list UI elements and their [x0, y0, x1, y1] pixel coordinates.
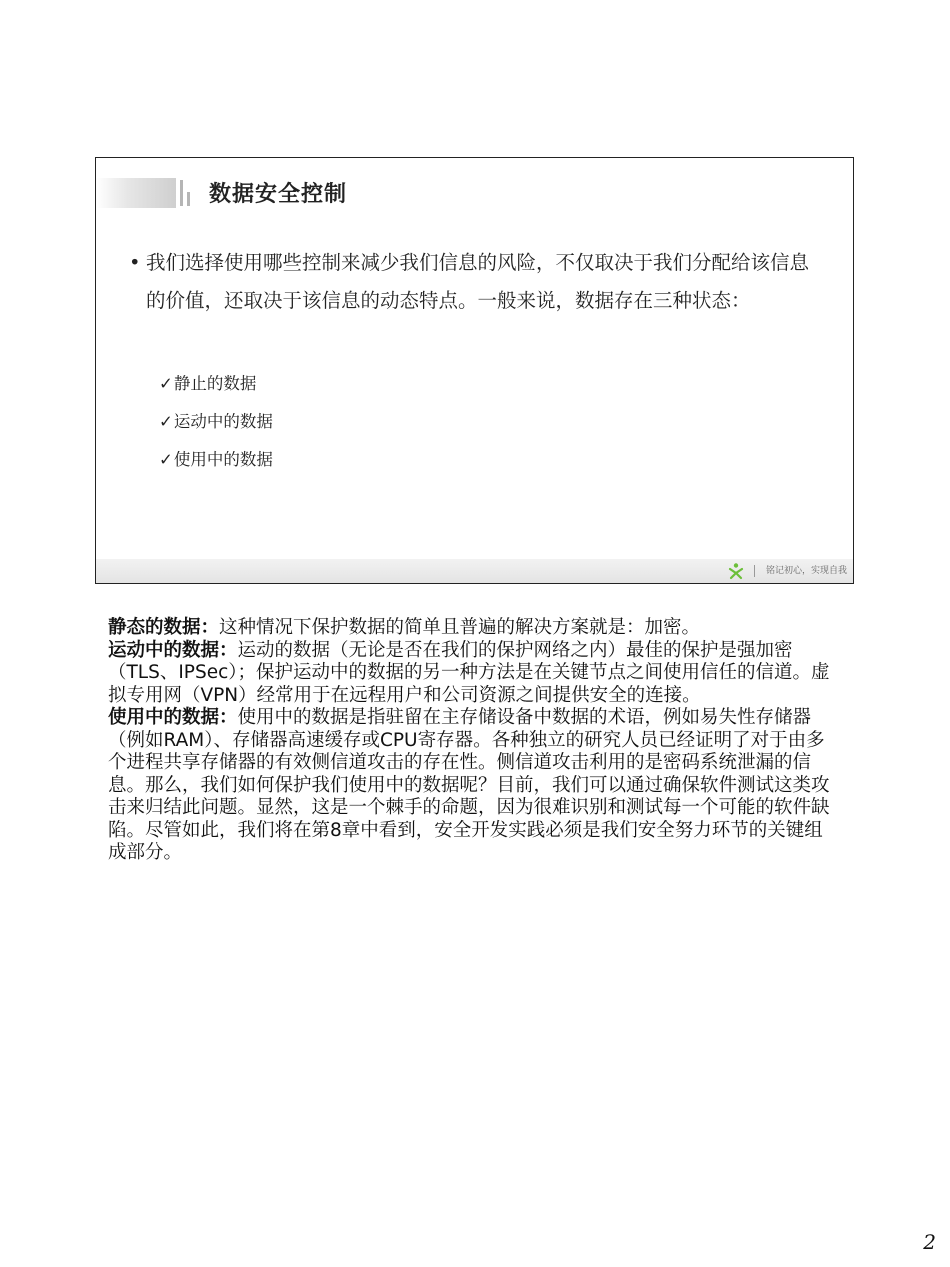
state-item-static — [159, 365, 273, 403]
slide-frame — [95, 157, 854, 584]
note-paragraph — [108, 707, 838, 865]
state-list — [159, 365, 273, 479]
state-item-use — [159, 441, 273, 479]
check-icon: ✓ — [159, 412, 173, 431]
bullet-text: 我们选择使用哪些控制来减少我们信息的风险，不仅取决于我们分配给该信息的价值，还取决于该信息的动态特点。一般来说，数据存在三种状态： — [146, 251, 810, 312]
slide-title: 数据安全控制 — [209, 182, 348, 207]
state-label: 静止的数据 — [173, 374, 257, 393]
note-heading: 运动中的数据： — [108, 639, 238, 661]
footer-slogan: 铭记初心，实现自我 — [765, 566, 847, 576]
check-icon: ✓ — [159, 374, 173, 393]
note-heading: 使用中的数据： — [108, 707, 238, 728]
slide-bullet — [129, 244, 819, 320]
state-label: 运动中的数据 — [173, 412, 273, 431]
page-number: 2 — [923, 1230, 936, 1254]
footer-divider — [754, 565, 755, 577]
note-body: 运动的数据（无论是否在我们的保护网络之内）最佳的保护是强加密（TLS、IPSec）；保护运动中的数据的另一种方法是在关键节点之间使用信任的信道。虚拟专用网（VPN）经常用于在远程用户和公司资源之间提供安全的连接。 — [108, 639, 830, 706]
note-paragraph — [108, 617, 838, 640]
note-heading: 静态的数据： — [108, 617, 220, 638]
speaker-notes — [108, 617, 838, 865]
logo-icon — [727, 562, 745, 580]
bullet-dot-icon: • — [129, 251, 141, 274]
note-body: 使用中的数据是指驻留在主存储设备中数据的术语，例如易失性存储器（例如RAM）、存储器高速缓存或CPU寄存器。各种独立的研究人员已经证明了对于由多个进程共享存储器的有效侧信道攻击的存在性。侧信道攻击利用的是密码系统泄漏的信息。那么，我们如何保护我们使用中的数据呢？目前，我们可以通过确保软件测试这类攻击来归结此问题。显然，这是一个棘手的命题，因为很难识别和测试每一个可能的软件缺陷。尽管如此，我们将在第8章中看到，安全开发实践必须是我们安全努力环节的关键组成部分。 — [108, 707, 830, 863]
slide-footer — [96, 559, 853, 583]
title-decoration-icon — [180, 180, 194, 206]
note-paragraph — [108, 640, 838, 708]
title-gradient-bar — [96, 178, 176, 208]
state-label: 使用中的数据 — [173, 450, 273, 469]
note-body: 这种情况下保护数据的简单且普遍的解决方案就是：加密。 — [219, 617, 701, 638]
state-item-motion — [159, 403, 273, 441]
check-icon: ✓ — [159, 450, 173, 469]
